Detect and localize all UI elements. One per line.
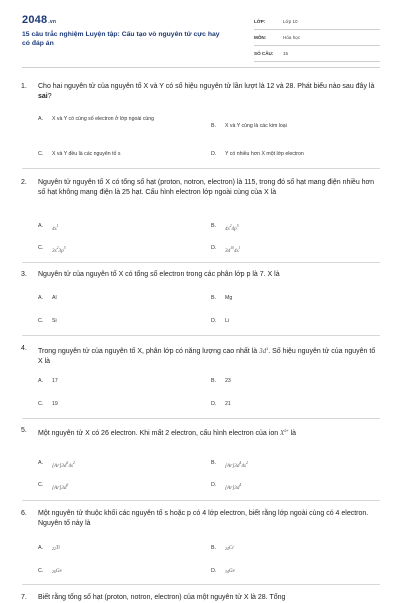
question-divider	[22, 168, 380, 169]
question-number: 4.	[21, 345, 27, 352]
question-stem: 4. Trong nguyên tử của nguyên tố X, phân lớp có năng lượng cao nhất là $3d^1$. Số hiệu nguyên tử của nguyên tố X là	[21, 345, 376, 365]
site-logo[interactable]: 2048.vn	[22, 14, 57, 26]
meta-row-class	[254, 14, 380, 30]
question-stem: 1. Cho hai nguyên tử của nguyên tố X và Y có số hiệu nguyên tử lần lượt là 12 và 28. Phát biểu nào sau đây là sai?	[21, 83, 375, 100]
question-divider	[22, 335, 380, 336]
question-stem: 2. Nguyên tử nguyên tố X có tổng số hạt (proton, notron, electron) là 115, trong đó số hạt mang điện nhiều hơn số hạt không mang điện là 25 hạt. Cấu hình electron lớp ngoài cùng của X là	[21, 179, 375, 196]
question-stem: 3. Nguyên tử của nguyên tố X có tổng số electron trong các phân lớp p là 7. X là	[21, 271, 280, 278]
question-number: 7.	[21, 594, 27, 601]
meta-row-subject	[254, 30, 380, 46]
question-6	[21, 509, 381, 529]
meta-value: 15	[283, 51, 289, 56]
question-4	[21, 344, 381, 367]
meta-value: Lớp 10	[283, 19, 298, 24]
meta-key: SỐ CÂU:	[254, 51, 274, 56]
meta-value: Hóa học	[283, 35, 301, 40]
meta-table	[254, 14, 380, 62]
question-divider	[22, 500, 380, 501]
question-divider	[22, 262, 380, 263]
question-number: 3.	[21, 271, 27, 278]
question-stem: 5. Một nguyên tử X có 26 electron. Khi mất 2 electron, cấu hình electron của ion $X^{2+}$ là	[21, 427, 297, 437]
meta-key: LỚP:	[254, 19, 266, 24]
question-1	[21, 82, 381, 102]
question-2	[21, 178, 381, 198]
page-header	[0, 0, 400, 62]
question-number: 6.	[21, 510, 27, 517]
question-divider	[22, 418, 380, 419]
question-number: 2.	[21, 179, 27, 186]
question-number: 1.	[21, 83, 27, 90]
meta-key: MÔN:	[254, 35, 267, 40]
question-7	[21, 593, 381, 603]
meta-row-count	[254, 46, 380, 62]
question-number: 5.	[21, 427, 27, 434]
question-stem: 6. Một nguyên tử thuộc khối các nguyên tố s hoặc p có 4 lớp electron, biết rằng lớp ngoài cùng có 4 electron. Nguyên tố này là	[21, 510, 369, 527]
question-3	[21, 270, 381, 280]
header-divider	[22, 67, 380, 68]
question-5	[21, 426, 381, 439]
document-title: 15 câu trắc nghiệm Luyện tập: Cấu tạo vỏ nguyên tử cực hay có đáp án	[22, 31, 220, 47]
question-divider	[22, 584, 380, 585]
question-stem: 7. Biết rằng tổng số hạt (proton, notron, electron) của một nguyên tử X là 28. Tổng	[21, 594, 286, 601]
